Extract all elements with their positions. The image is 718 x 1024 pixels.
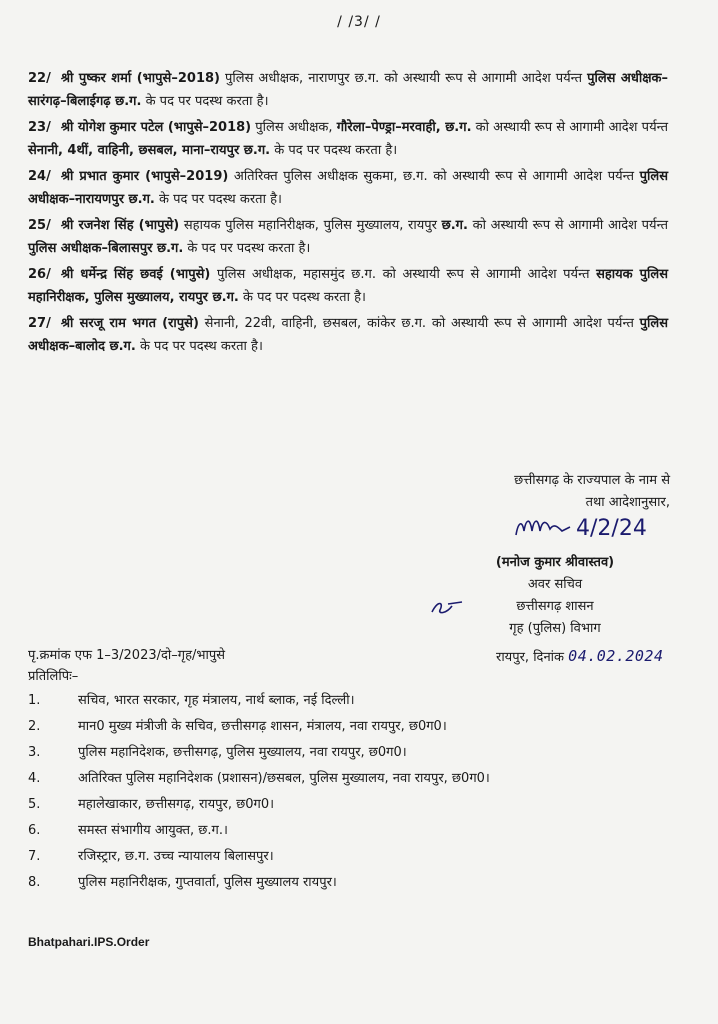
copy-item-number: 8. (28, 875, 41, 890)
signatory-office: छत्तीसगढ़ शासन (516, 599, 594, 614)
order-emphasis: छ.ग. (441, 218, 468, 233)
signatory-department: गृह (पुलिस) विभाग (509, 621, 601, 636)
order-paragraph (28, 117, 668, 162)
copy-item-number: 5. (28, 797, 41, 812)
copy-list-item (28, 742, 648, 764)
copy-item-number: 2. (28, 719, 41, 734)
signatory-details (455, 552, 655, 640)
copy-item-text: पुलिस महानिरीक्षक, गुप्तवार्ता, पुलिस मुख्यालय रायपुर। (78, 875, 337, 890)
copy-item-text: रजिस्ट्रार, छ.ग. उच्च न्यायालय बिलासपुर। (78, 849, 274, 864)
order-number: 27/ (28, 316, 51, 331)
copy-item-number: 7. (28, 849, 41, 864)
authority-line-1: छत्तीसगढ़ के राज्यपाल के नाम से (514, 473, 670, 488)
order-text: के पद पर पदस्थ करता है। (141, 93, 269, 109)
order-paragraph (28, 166, 668, 211)
copy-item-text: सचिव, भारत सरकार, गृह मंत्रालय, नार्थ ब्लाक, नई दिल्ली। (78, 693, 355, 708)
signature-date-text: 4/2/24 (576, 516, 647, 541)
copy-item-number: 4. (28, 771, 41, 786)
order-list (28, 68, 668, 362)
order-emphasis: पुलिस अधीक्षक–सारंगढ़–बिलाईगढ़ छ.ग. (28, 71, 669, 109)
order-number: 26/ (28, 267, 51, 282)
order-emphasis: श्री योगेश कुमार पटेल (भापुसे–2018) (60, 120, 252, 135)
copy-list-item (28, 872, 648, 894)
copy-item-number: 6. (28, 823, 41, 838)
order-text: के पद पर पदस्थ करता है। (135, 338, 263, 354)
authority-line-2: तथा आदेशानुसार, (585, 495, 670, 510)
copy-item-text: महालेखाकार, छत्तीसगढ़, रायपुर, छ0ग0। (78, 797, 275, 812)
order-emphasis: श्री रजनेश सिंह (भापुसे) (60, 218, 180, 233)
order-text: पुलिस अधीक्षक, नाराणपुर छ.ग. को अस्थायी रूप से आगामी आदेश पर्यन्त (219, 71, 588, 86)
order-text: के पद पर पदस्थ करता है। (238, 289, 366, 305)
order-emphasis: श्री प्रभात कुमार (भापुसे–2019) (60, 169, 229, 184)
handwritten-initial (428, 598, 468, 618)
order-emphasis: गौरेला–पेण्ड्रा–मरवाही, छ.ग. (336, 120, 472, 135)
copy-item-text: समस्त संभागीय आयुक्त, छ.ग.। (78, 823, 228, 838)
order-number: 23/ (28, 120, 51, 135)
copy-item-number: 1. (28, 693, 41, 708)
order-number: 24/ (28, 169, 51, 184)
order-emphasis: सहायक पुलिस महानिरीक्षक, पुलिस मुख्यालय, रायपुर छ.ग. (28, 267, 668, 305)
handwritten-signature (510, 505, 660, 545)
copy-list-item (28, 768, 648, 790)
copy-to-list (28, 690, 648, 898)
order-emphasis: श्री धर्मेन्द्र सिंह छवई (भापुसे) (60, 267, 211, 282)
copy-item-text: अतिरिक्त पुलिस महानिदेशक (प्रशासन)/छसबल, पुलिस मुख्यालय, नवा रायपुर, छ0ग0। (78, 771, 490, 786)
order-text: के पद पर पदस्थ करता है। (270, 142, 398, 158)
footer-tag: Bhatpahari.IPS.Order (28, 935, 150, 949)
signatory-designation: अवर सचिव (527, 577, 583, 592)
order-emphasis: श्री पुष्कर शर्मा (भापुसे–2018) (60, 71, 220, 86)
copy-list-item (28, 820, 648, 842)
copy-list-item (28, 716, 648, 738)
page-number: / /3/ / (337, 14, 381, 30)
order-paragraph (28, 68, 668, 113)
order-paragraph (28, 313, 668, 358)
order-emphasis: पुलिस अधीक्षक–बालोद छ.ग. (28, 316, 668, 354)
order-text: के पद पर पदस्थ करता है। (183, 240, 311, 256)
place-date-label: रायपुर, दिनांक (496, 650, 565, 665)
order-text: सेनानी, 22वी, वाहिनी, छसबल, कांकेर छ.ग. को अस्थायी रूप से आगामी आदेश पर्यन्त (198, 316, 640, 331)
order-text: पुलिस अधीक्षक, महासमुंद छ.ग. को अस्थायी रूप से आगामी आदेश पर्यन्त (210, 267, 597, 282)
order-text: के पद पर पदस्थ करता है। (154, 191, 282, 207)
order-text: को अस्थायी रूप से आगामी आदेश पर्यन्त (471, 120, 669, 135)
reference-number: पृ.क्रमांक एफ 1–3/2023/दो–गृह/भापुसे (28, 648, 226, 663)
order-paragraph (28, 264, 668, 309)
order-emphasis: पुलिस अधीक्षक–बिलासपुर छ.ग. (28, 240, 184, 256)
copy-list-item (28, 690, 648, 712)
order-emphasis: सेनानी, 4थीं, वाहिनी, छसबल, माना–रायपुर छ.ग. (28, 142, 271, 158)
order-text: अतिरिक्त पुलिस अधीक्षक सुकमा, छ.ग. को अस्थायी रूप से आगामी आदेश पर्यन्त (228, 169, 640, 184)
order-text: सहायक पुलिस महानिरीक्षक, पुलिस मुख्यालय, रायपुर (179, 218, 442, 233)
order-number: 22/ (28, 71, 51, 86)
order-text: को अस्थायी रूप से आगामी आदेश पर्यन्त (467, 218, 668, 233)
copy-item-number: 3. (28, 745, 41, 760)
copy-to-label: प्रतिलिपिः– (28, 669, 79, 684)
place-date (496, 646, 663, 668)
order-paragraph (28, 215, 668, 260)
order-emphasis: पुलिस अधीक्षक–नारायणपुर छ.ग. (28, 169, 668, 207)
copy-list-item (28, 794, 648, 816)
order-number: 25/ (28, 218, 51, 233)
reference-row (28, 646, 708, 666)
signatory-name: (मनोज कुमार श्रीवास्तव) (495, 555, 615, 570)
handwritten-date: 04.02.2024 (568, 647, 664, 665)
copy-list-item (28, 846, 648, 868)
order-emphasis: श्री सरजू राम भगत (रापुसे) (60, 316, 199, 331)
order-text: पुलिस अधीक्षक, (251, 120, 337, 135)
copy-item-text: मान0 मुख्य मंत्रीजी के सचिव, छत्तीसगढ़ शासन, मंत्रालय, नवा रायपुर, छ0ग0। (78, 719, 447, 734)
copy-item-text: पुलिस महानिदेशक, छत्तीसगढ़, पुलिस मुख्यालय, नवा रायपुर, छ0ग0। (78, 745, 407, 760)
